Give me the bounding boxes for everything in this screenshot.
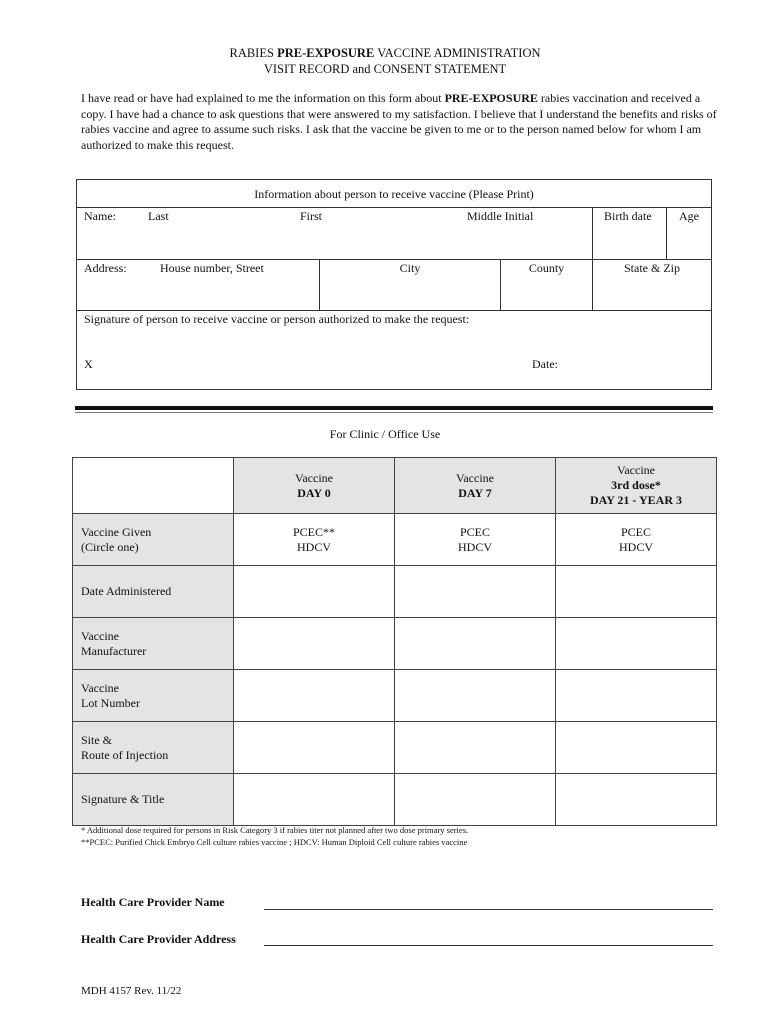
entry-cell[interactable] xyxy=(234,670,395,722)
vaccine-choice-cell[interactable] xyxy=(556,514,717,566)
header-line: Vaccine xyxy=(295,470,333,485)
consent-text: rabies vaccination and received a copy. I have had a chance to ask questions that were answered to my satisfaction. I believe that I understand the benefits and risks of rabies vaccine and agree to assume such risks. I ask that the vaccine be given to me or to the person named below for whom I am authorized to make this request. xyxy=(81,91,717,152)
provider-address-label: Health Care Provider Address xyxy=(81,932,236,946)
row-label-line: Vaccine Given xyxy=(81,524,152,539)
footnote-third-dose: * Additional dose required for persons in Risk Category 3 if rabies titer not planned after two dose primary series. xyxy=(81,825,469,835)
table-row xyxy=(73,618,717,670)
vaccine-choice-cell[interactable] xyxy=(395,514,556,566)
table-row xyxy=(73,514,717,566)
header-line: Vaccine xyxy=(456,470,494,485)
form-number: MDH 4157 Rev. 11/22 xyxy=(81,985,182,997)
table-row xyxy=(73,670,717,722)
age-label: Age xyxy=(679,209,699,223)
middle-initial-label: Middle Initial xyxy=(467,209,534,223)
footnote-abbreviations: **PCEC: Purified Chick Embryo Cell culture rabies vaccine ; HDCV: Human Diploid Cell culture rabies vaccine xyxy=(81,837,468,847)
entry-cell[interactable] xyxy=(234,722,395,774)
row-label xyxy=(73,618,234,670)
row-label-line: Signature & Title xyxy=(81,792,165,806)
row-label-line: Date Administered xyxy=(81,584,172,598)
row-label-line: Route of Injection xyxy=(81,747,169,762)
divider xyxy=(77,259,711,260)
section-separator-thin xyxy=(75,412,713,413)
header-day0 xyxy=(234,458,395,514)
vaccine-choice-cell[interactable] xyxy=(234,514,395,566)
header-line: 3rd dose* xyxy=(611,478,661,492)
header-line: DAY 7 xyxy=(458,485,492,500)
entry-cell[interactable] xyxy=(556,670,717,722)
table-row xyxy=(73,566,717,618)
form-subtitle: VISIT RECORD and CONSENT STATEMENT xyxy=(263,62,507,76)
entry-cell[interactable] xyxy=(395,774,556,826)
row-label-line: Lot Number xyxy=(81,695,140,710)
entry-cell[interactable] xyxy=(234,618,395,670)
signature-label: Signature of person to receive vaccine or person authorized to make the request: xyxy=(84,312,470,326)
date-label: Date: xyxy=(532,357,558,371)
row-label-line: Vaccine xyxy=(81,680,119,695)
entry-cell[interactable] xyxy=(556,566,717,618)
provider-address-line[interactable] xyxy=(264,945,713,946)
header-blank-cell xyxy=(73,458,234,514)
person-info-box xyxy=(76,179,712,390)
vaccine-option[interactable]: PCEC xyxy=(620,524,651,539)
entry-cell[interactable] xyxy=(234,566,395,618)
row-label-line: (Circle one) xyxy=(81,539,139,554)
vaccine-administration-table xyxy=(72,457,717,826)
divider xyxy=(592,207,593,310)
street-label: House number, Street xyxy=(160,261,264,275)
section-separator xyxy=(75,406,713,410)
vaccine-option[interactable]: PCEC xyxy=(459,524,490,539)
first-name-label: First xyxy=(300,209,323,223)
provider-name-line[interactable] xyxy=(264,909,713,910)
clinic-use-heading: For Clinic / Office Use xyxy=(329,427,441,441)
entry-cell[interactable] xyxy=(556,722,717,774)
table-row xyxy=(73,722,717,774)
title-emphasis: PRE-EXPOSURE xyxy=(277,46,375,60)
entry-cell[interactable] xyxy=(395,618,556,670)
entry-cell[interactable] xyxy=(556,774,717,826)
row-label xyxy=(73,670,234,722)
entry-cell[interactable] xyxy=(395,566,556,618)
consent-text: I have read or have had explained to me the information on this form about xyxy=(81,91,445,105)
title-part: VACCINE ADMINISTRATION xyxy=(374,46,541,60)
row-label xyxy=(73,774,234,826)
city-label: City xyxy=(399,261,421,275)
birth-date-label: Birth date xyxy=(604,209,652,223)
divider xyxy=(77,207,711,208)
table-header-row xyxy=(73,458,717,514)
county-label: County xyxy=(528,261,565,275)
last-name-label: Last xyxy=(148,209,169,223)
entry-cell[interactable] xyxy=(556,618,717,670)
table-row xyxy=(73,774,717,826)
vaccine-option[interactable]: HDCV xyxy=(296,539,331,554)
consent-statement xyxy=(81,91,721,153)
address-label: Address: xyxy=(84,261,127,275)
vaccine-option[interactable]: PCEC** xyxy=(292,524,335,539)
header-line: Vaccine xyxy=(617,463,655,477)
vaccine-option[interactable]: HDCV xyxy=(618,539,653,554)
name-label: Name: xyxy=(84,209,116,223)
entry-cell[interactable] xyxy=(395,722,556,774)
header-third-dose xyxy=(556,458,717,514)
state-zip-label: State & Zip xyxy=(624,261,680,275)
header-line: DAY 21 - YEAR 3 xyxy=(589,493,682,507)
vaccine-option[interactable]: HDCV xyxy=(457,539,492,554)
row-label-line: Manufacturer xyxy=(81,643,147,658)
divider xyxy=(77,310,711,311)
info-heading: Information about person to receive vaccine (Please Print) xyxy=(254,187,534,201)
divider xyxy=(666,207,667,259)
provider-name-label: Health Care Provider Name xyxy=(81,895,225,909)
row-label xyxy=(73,514,234,566)
title-part: RABIES xyxy=(229,46,278,60)
row-label xyxy=(73,566,234,618)
row-label xyxy=(73,722,234,774)
entry-cell[interactable] xyxy=(234,774,395,826)
signature-x-label: X xyxy=(84,357,93,371)
entry-cell[interactable] xyxy=(395,670,556,722)
row-label-line: Site & xyxy=(81,732,113,747)
header-day7 xyxy=(395,458,556,514)
header-line: DAY 0 xyxy=(297,485,331,500)
row-label-line: Vaccine xyxy=(81,628,119,643)
form-title xyxy=(0,46,770,61)
consent-emphasis: PRE-EXPOSURE xyxy=(444,91,538,105)
